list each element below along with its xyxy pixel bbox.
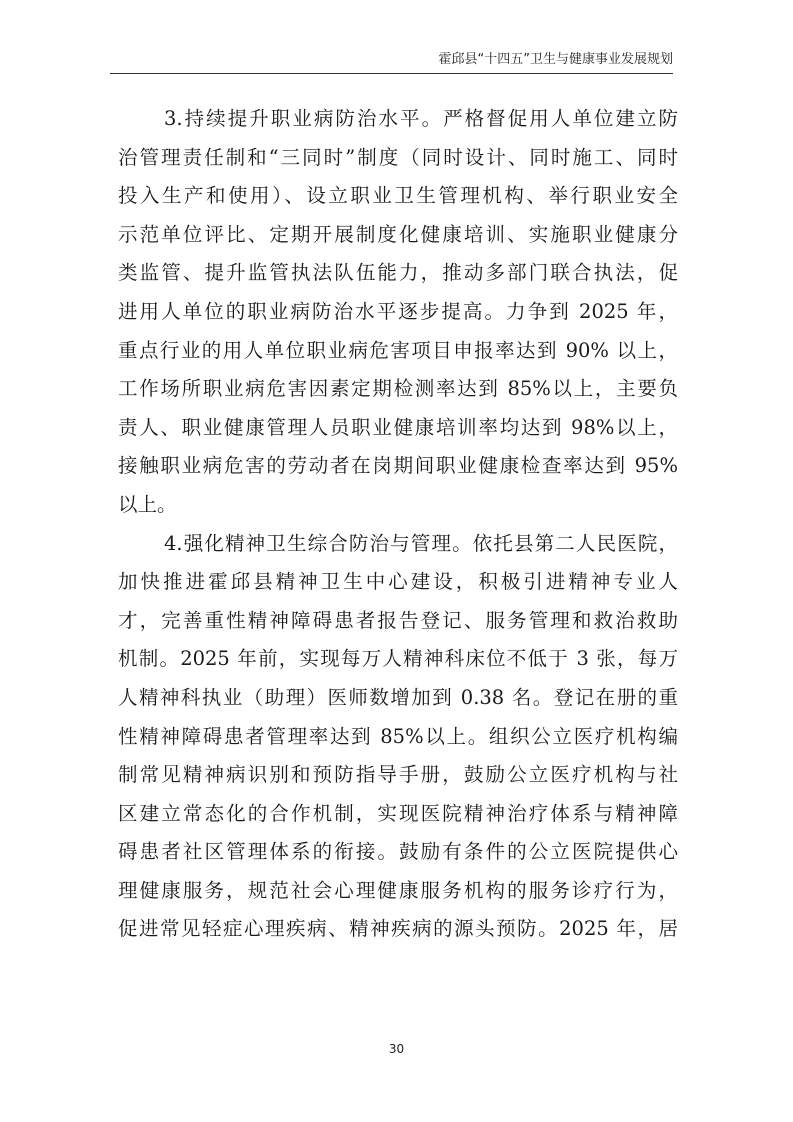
text-line: 4.强化精神卫生综合防治与管理。依托县第二人民医院， <box>164 531 678 555</box>
text-line: 工作场所职业病危害因素定期检测率达到 85%以上，主要负 <box>118 377 678 401</box>
text-line: 示范单位评比、定期开展制度化健康培训、实施职业健康分 <box>118 222 678 246</box>
text-line: 治管理责任制和“三同时”制度（同时设计、同时施工、同时 <box>118 145 678 169</box>
text-line: 责人、职业健康管理人员职业健康培训率均达到 98%以上， <box>118 415 678 439</box>
text-line: 类监管、提升监管执法队伍能力，推动多部门联合执法，促 <box>118 261 678 285</box>
page-number: 30 <box>388 1042 405 1056</box>
text-line: 理健康服务，规范社会心理健康服务机构的服务诊疗行为， <box>118 878 678 902</box>
text-line: 促进常见轻症心理疾病、精神疾病的源头预防。2025 年，居 <box>118 917 678 941</box>
text-line: 性精神障碍患者管理率达到 85%以上。组织公立医疗机构编 <box>118 724 678 748</box>
text-line: 才，完善重性精神障碍患者报告登记、服务管理和救治救助 <box>118 608 678 632</box>
running-header: 霍邱县“十四五”卫生与健康事业发展规划 <box>438 52 673 67</box>
text-line: 以上。 <box>118 492 177 516</box>
text-line: 制常见精神病识别和预防指导手册，鼓励公立医疗机构与社 <box>118 763 678 787</box>
text-line: 碍患者社区管理体系的衔接。鼓励有条件的公立医院提供心 <box>118 840 678 864</box>
text-line: 3.持续提升职业病防治水平。严格督促用人单位建立防 <box>164 107 678 130</box>
text-line: 重点行业的用人单位职业病危害项目申报率达到 90% 以上， <box>118 338 678 362</box>
text-line: 加快推进霍邱县精神卫生中心建设，积极引进精神专业人 <box>118 570 678 594</box>
text-line: 人精神科执业（助理）医师数增加到 0.38 名。登记在册的重 <box>118 685 678 709</box>
document-body <box>118 100 678 949</box>
paragraph-mental-health <box>118 525 678 950</box>
text-line: 机制。2025 年前，实现每万人精神科床位不低于 3 张，每万 <box>118 647 678 671</box>
header-divider <box>110 73 673 74</box>
text-line: 进用人单位的职业病防治水平逐步提高。力争到 2025 年， <box>118 299 678 323</box>
text-line: 区建立常态化的合作机制，实现医院精神治疗体系与精神障 <box>118 801 678 825</box>
paragraph-occupational-disease <box>118 100 678 525</box>
text-line: 接触职业病危害的劳动者在岗期间职业健康检查率达到 95% <box>118 454 678 478</box>
text-line: 投入生产和使用）、设立职业卫生管理机构、举行职业安全 <box>118 184 678 208</box>
